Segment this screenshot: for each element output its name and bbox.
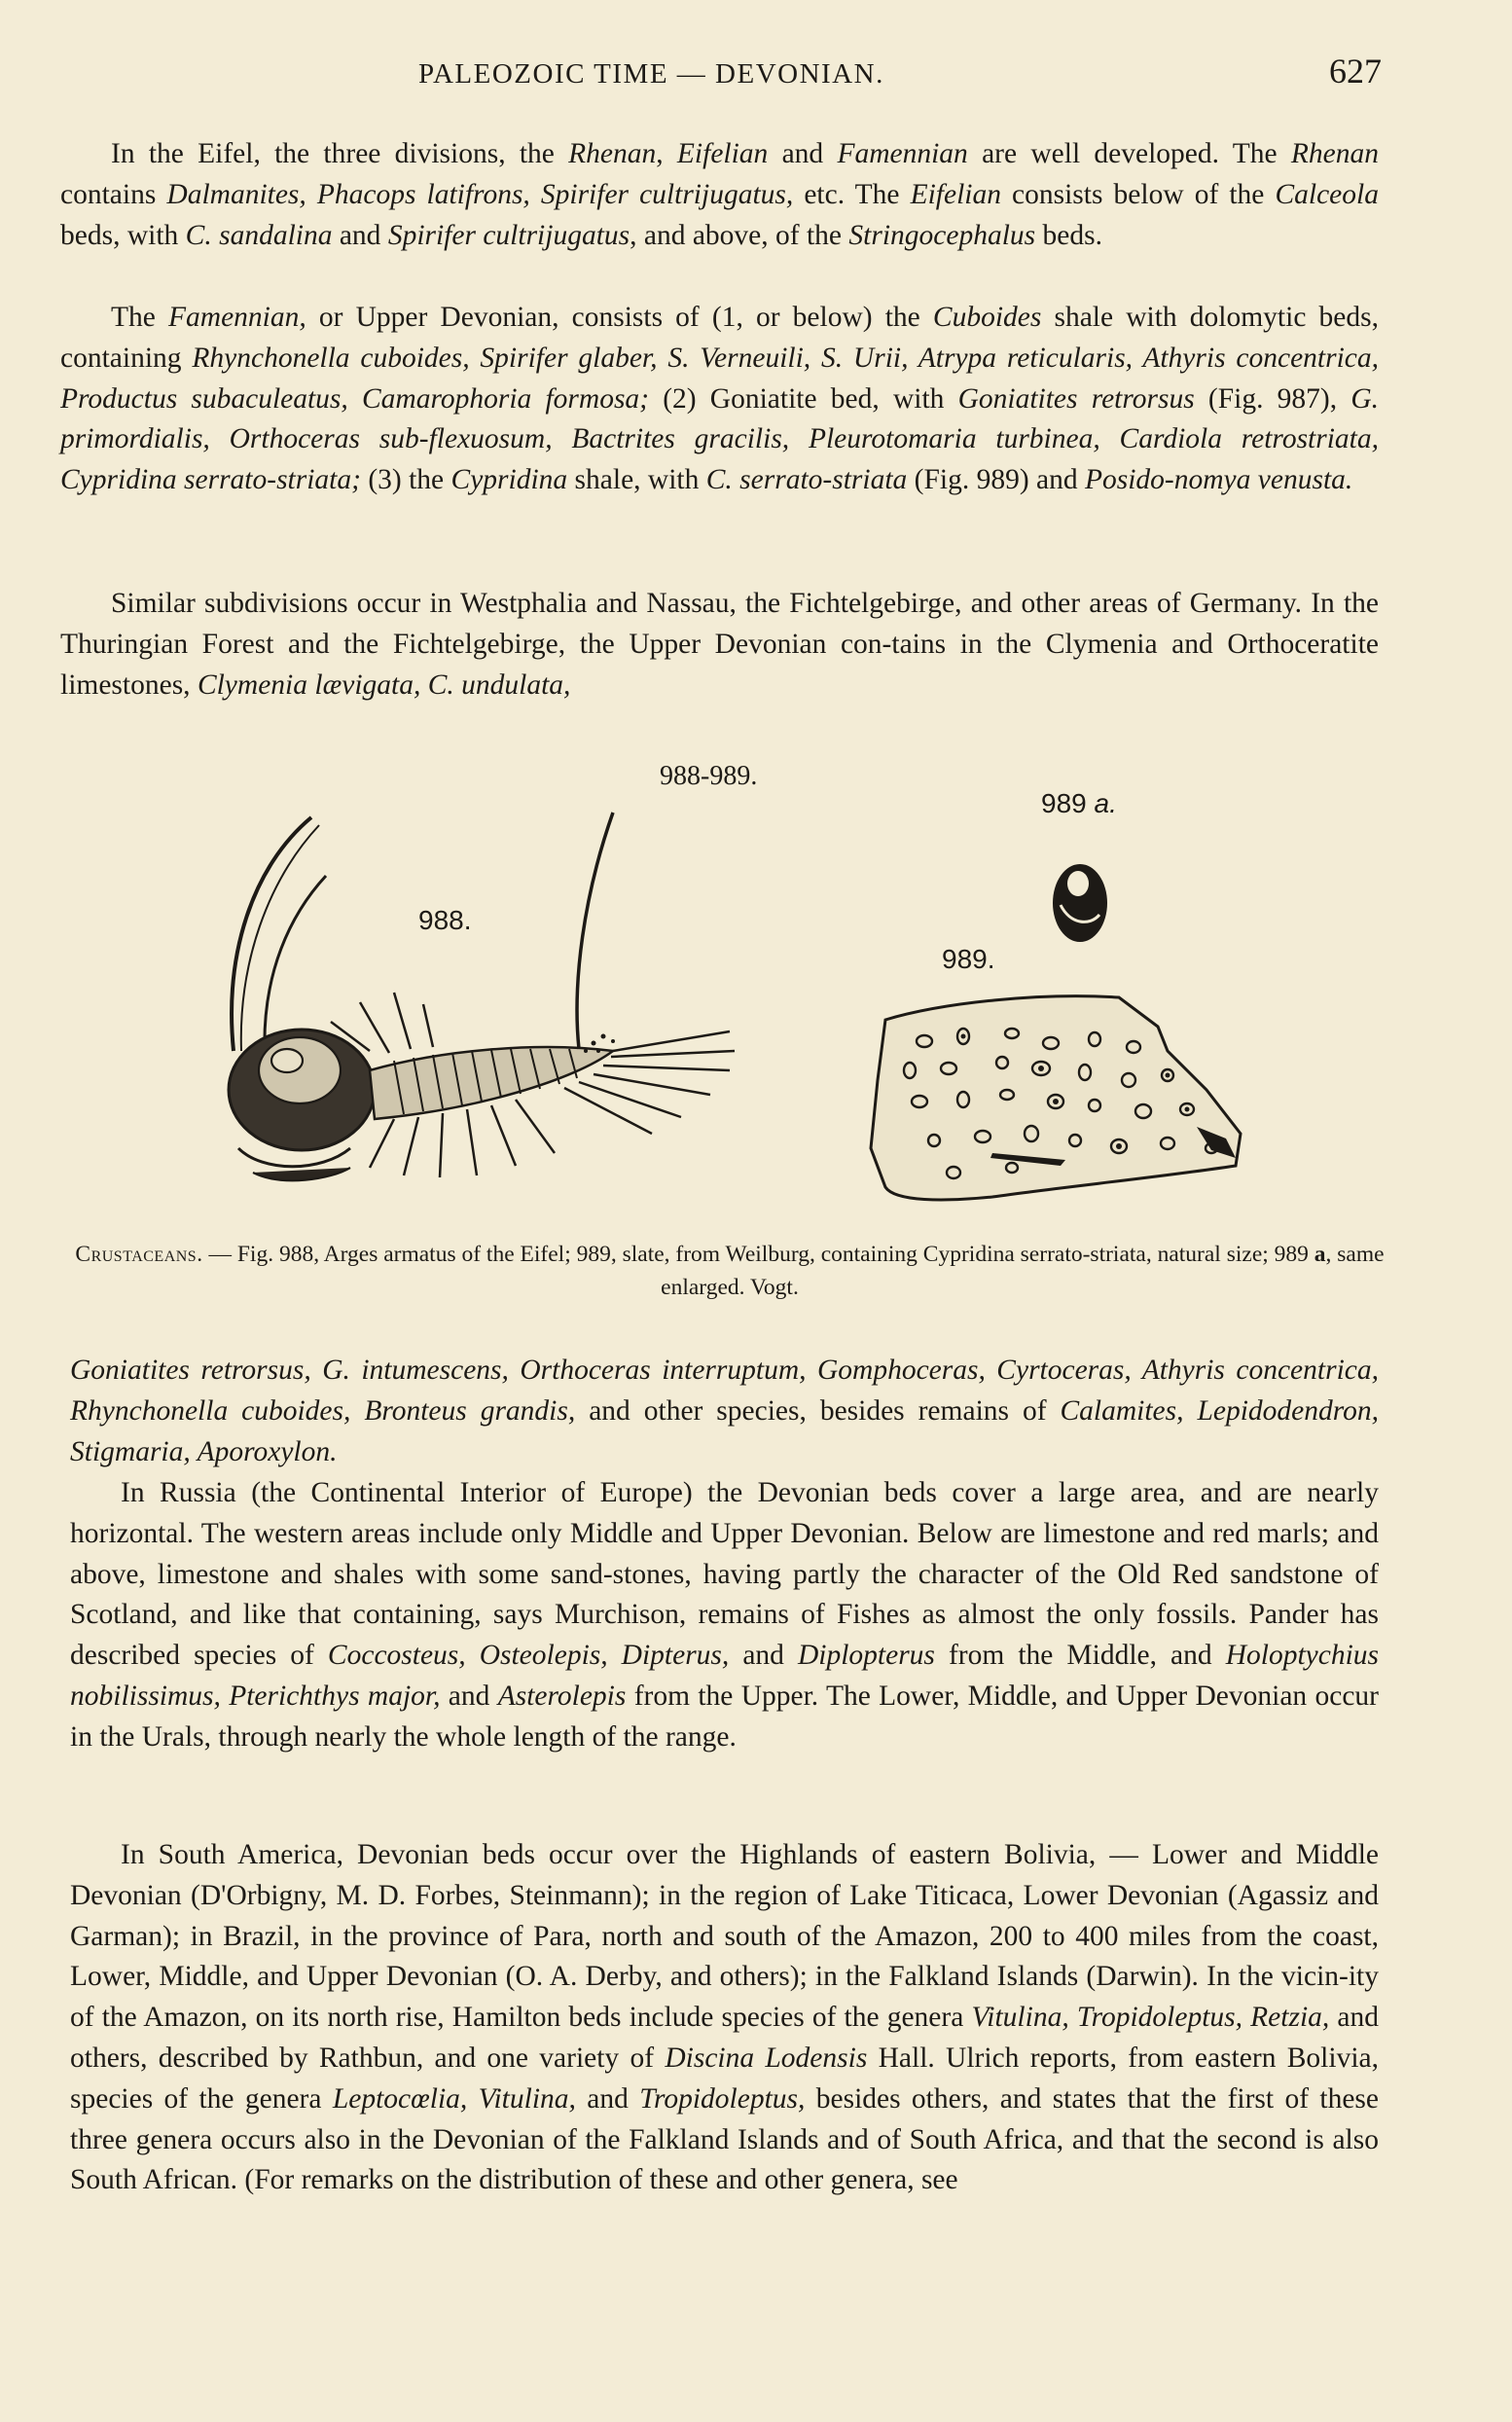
italic-run: Dalmanites, Phacops latifrons, Spirifer cultrijugatus, — [166, 178, 794, 210]
text-run: (Fig. 989) and — [907, 464, 1085, 496]
italic-run: Eifelian — [910, 178, 1001, 210]
italic-run: Famennian — [837, 138, 968, 169]
text-run: beds. — [1035, 219, 1102, 251]
text-run: In South America, Devonian beds occur over the Highlands of eastern Bolivia, — Lower and Middle Devonian (D'Orbigny, M. D. Forbes, Steinmann); in the region of Lake Titicaca, Lower Devonian (Agassiz and Garman); in Brazil, in the province of Para, north and south of the Amazon, 200 to 400 miles from the coast, Lower, Middle, and Upper Devonian (O. A. Derby, and others); in the Falkland Islands (Darwin). In the vicin-ity of the Amazon, on its north rise, Hamilton beds include species of the genera — [70, 1839, 1379, 2034]
text-run: and — [768, 138, 838, 169]
text-run: consists below of the — [1000, 178, 1276, 210]
trilobite-illustration — [229, 813, 735, 1180]
text-run: contains — [60, 178, 167, 210]
figure-label-989a-number: 989 — [1041, 788, 1087, 818]
paragraph-russia — [70, 1473, 1379, 1758]
paragraph-famennian — [60, 298, 1379, 501]
paragraph-eifel — [60, 134, 1379, 256]
italic-run: Stringocephalus — [848, 219, 1036, 251]
text-run: Similar subdivisions occur in Westphalia and Nassau, the Fichtelgebirge, and other areas of Germany. In the Thuringian Forest and the Fichtelgebirge, the Upper Devonian con-tains in the Clymenia and Orthoceratite limestones, — [60, 588, 1379, 701]
italic-run: Posido-nomya venusta. — [1084, 464, 1353, 496]
caption-bold-letter: a — [1314, 1242, 1326, 1267]
paragraph-germany — [60, 584, 1379, 705]
text-run: , — [656, 138, 677, 169]
text-run: In Russia (the Continental Interior of Europe) the Devonian beds cover a large area, and are nearly horizontal. The western areas include only Middle and Upper Devonian. Below are limestone and red marls; and above, limestone and shales with some sand-stones, having partly the character of the Old Red sandstone of Scotland, and like that containing, says Murchison, remains of Fishes as almost the only fossils. Pander has described species of — [70, 1477, 1379, 1672]
italic-run: Coccosteus, Osteolepis, Dipterus, — [327, 1640, 730, 1672]
italic-run: Asterolepis — [497, 1680, 627, 1712]
caption-tail: , same enlarged. Vogt. — [661, 1242, 1385, 1300]
text-run: or Upper Devonian, consists of (1, or below) the — [306, 302, 933, 333]
paragraph-species-list — [70, 1351, 1379, 1472]
text-run: and — [729, 1640, 798, 1672]
text-run: are well developed. The — [967, 138, 1291, 169]
figure-label-988-989: 988-989. — [660, 761, 758, 791]
running-head: PALEOZOIC TIME — DEVONIAN. — [418, 58, 884, 90]
cypridina-enlarged-illustration — [1053, 864, 1107, 942]
text-run: besides others, and states that the first of these three genera occurs also in the Devonian of the Falkland Islands and of South Africa, and that the second is also South African. (For remarks on the distribution of these and other genera, see — [70, 2082, 1379, 2196]
italic-run: Cuboides — [932, 302, 1042, 333]
italic-run: Spirifer cultrijugatus — [387, 219, 630, 251]
text-run: shale, with — [567, 464, 706, 496]
page-header — [418, 51, 1382, 91]
text-run: and — [575, 2082, 640, 2115]
text-run: (3) the — [360, 464, 451, 496]
italic-run: Discina Lodensis — [665, 2042, 868, 2074]
text-run: and other species, besides remains of — [575, 1394, 1061, 1427]
text-run: (2) Goniatite bed, with — [649, 382, 958, 415]
italic-run: C. sandalina — [185, 219, 333, 251]
italic-run: Rhynchonella cuboides, Spirifer glaber, S. Verneuili, S. Urii, Atrypa reticularis, Athyris concentrica, Productus subaculeatus, Camarophoria formosa; — [60, 342, 1380, 415]
text-run: (Fig. 987), — [1194, 382, 1351, 415]
italic-run: Famennian, — [168, 302, 306, 333]
italic-run: Rhenan — [568, 138, 657, 169]
figure-988-989 — [185, 759, 1304, 1246]
text-run: and others, described by Rathbun, and one variety of — [70, 2002, 1379, 2074]
italic-run: Rhenan — [1290, 138, 1379, 169]
paragraph-south-america — [70, 1835, 1379, 2201]
figure-caption — [68, 1238, 1391, 1304]
italic-run: Calceola — [1275, 178, 1379, 210]
italic-run: Calamites, Lepidodendron, Stigmaria, Aporoxylon. — [70, 1394, 1380, 1467]
text-run: and — [440, 1680, 498, 1712]
italic-run: Holoptychius nobilissimus, Pterichthys major, — [70, 1640, 1380, 1712]
italic-run: Tropidoleptus, — [639, 2082, 806, 2115]
text-run: shale with dolomytic beds, containing — [60, 302, 1379, 374]
italic-run: C. serrato-striata — [705, 464, 908, 496]
text-run: from the Upper. The Lower, Middle, and Upper Devonian occur in the Urals, through nearly the whole length of the range. — [70, 1680, 1380, 1753]
fossil-illustrations — [185, 759, 1304, 1246]
text-run: beds, with — [60, 219, 186, 251]
page-number: 627 — [1329, 52, 1382, 90]
text-run: and — [332, 219, 388, 251]
italic-run: Eifelian — [676, 138, 769, 169]
text-run: The — [111, 302, 168, 333]
slate-slab-illustration — [871, 996, 1241, 1200]
text-run: etc. The — [793, 178, 911, 210]
italic-run: Diplopterus — [797, 1640, 935, 1672]
italic-run: Goniatites retrorsus, G. intumescens, Orthoceras interruptum, Gomphoceras, Cyrtoceras, Athyris concentrica, Rhynchonella cuboides, Bronteus grandis, — [70, 1355, 1379, 1427]
italic-run: Clymenia lævigata, C. undulata, — [197, 669, 571, 701]
italic-run: Vitulina, Tropidoleptus, Retzia, — [971, 2002, 1330, 2034]
figure-label-989a-letter: a. — [1094, 788, 1117, 818]
caption-lead: Crustaceans. — [75, 1242, 203, 1267]
italic-run: Goniatites retrorsus — [957, 382, 1195, 415]
italic-run: Cypridina — [450, 464, 568, 496]
text-run: In the Eifel, the three divisions, the — [111, 138, 569, 169]
text-run: , and above, of the — [630, 219, 849, 251]
figure-label-989: 989. — [942, 944, 995, 974]
italic-run: Leptocœlia, Vitulina, — [332, 2082, 576, 2115]
figure-label-988: 988. — [418, 905, 472, 935]
text-run: Hall. Ulrich reports, from eastern Bolivia, species of the genera — [70, 2042, 1379, 2115]
italic-run: G. primordialis, Orthoceras sub-flexuosum, Bactrites gracilis, Pleurotomaria turbinea, Cardiola retrostriata, Cypridina serrato-striata; — [60, 382, 1380, 496]
text-run: from the Middle, and — [934, 1640, 1226, 1672]
caption-text: — Fig. 988, Arges armatus of the Eifel; 989, slate, from Weilburg, containing Cypridina serrato-striata, natural size; 989 — [202, 1242, 1314, 1267]
